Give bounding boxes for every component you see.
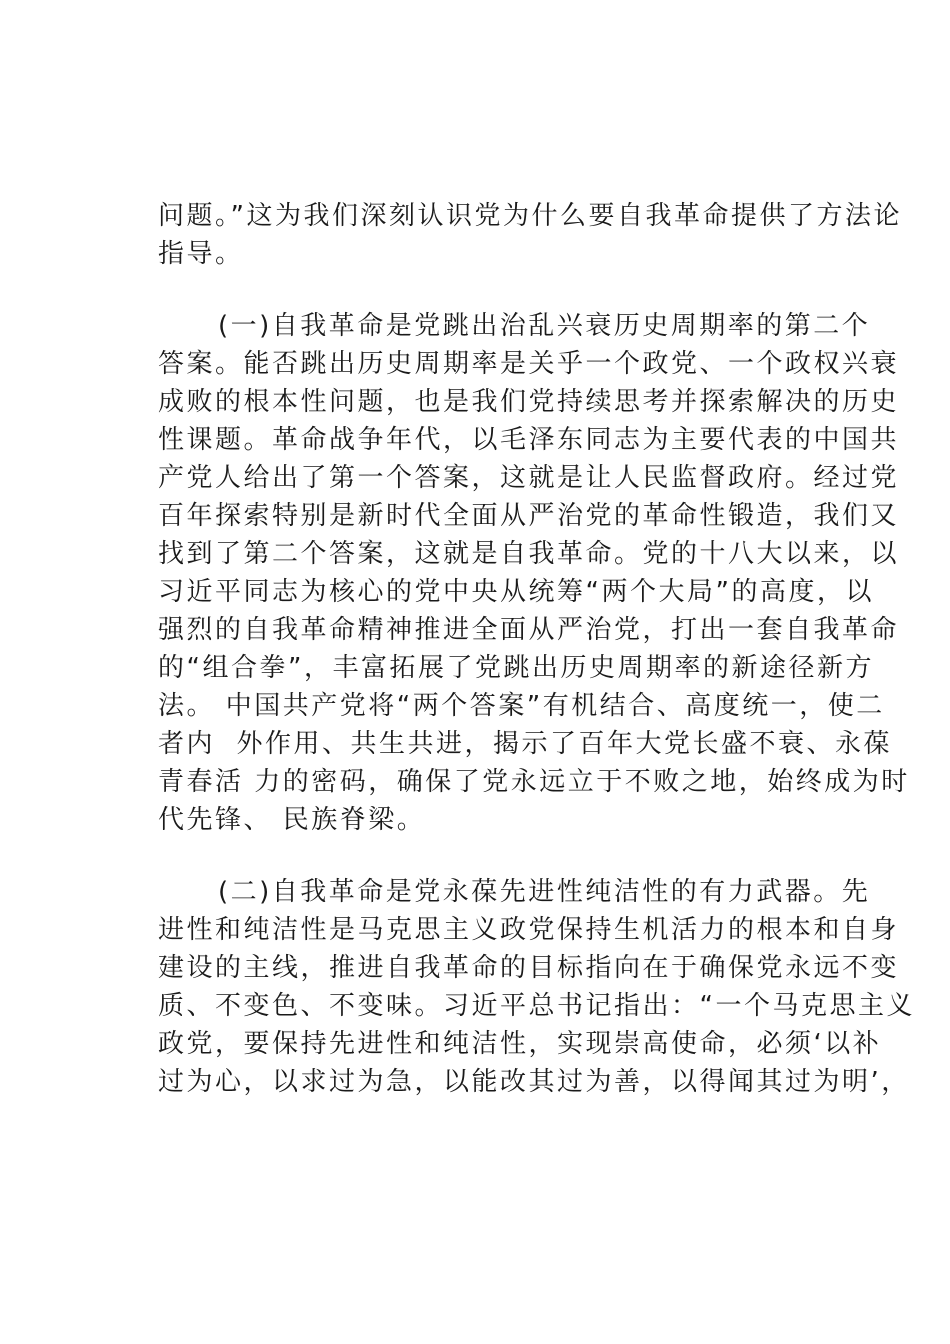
text-line: 代先锋、 民族脊梁。 [158,805,426,835]
text-line: 法。 中国共产党将“两个答案”有机结合、高度统一，使二 [158,691,885,721]
text-line: 进性和纯洁性是马克思主义政党保持生机活力的根本和自身 [158,915,900,945]
text-line: 产党人给出了第一个答案，这就是让人民监督政府。经过党 [158,463,900,493]
text-line: 指导。 [158,239,244,269]
text-line: 问题。”这为我们深刻认识党为什么要自我革命提供了方法论 [158,201,902,231]
text-line: 过为心，以求过为急，以能改其过为善，以得闻其过为明’， [158,1067,910,1097]
paragraph-heading-1: (一)自我革命是党跳出治乱兴衰历史周期率的第二个 [218,311,871,341]
text-line: 答案。能否跳出历史周期率是关乎一个政党、一个政权兴衰 [158,349,900,379]
text-line: 成败的根本性问题，也是我们党持续思考并探索解决的历史 [158,387,900,417]
text-line: 的“组合拳”，丰富拓展了党跳出历史周期率的新途径新方 [158,653,874,683]
paragraph-heading-2: (二)自我革命是党永葆先进性纯洁性的有力武器。先 [218,877,871,907]
text-line: 强烈的自我革命精神推进全面从严治党，打出一套自我革命 [158,615,900,645]
text-line: 政党，要保持先进性和纯洁性，实现崇高使命，必须‘以补 [158,1029,882,1059]
text-line: 青春活 力的密码，确保了党永远立于不败之地，始终成为时 [158,767,910,797]
text-line: 百年探索特别是新时代全面从严治党的革命性锻造，我们又 [158,501,900,531]
text-line: 建设的主线，推进自我革命的目标指向在于确保党永远不变 [158,953,900,983]
text-line: 性课题。革命战争年代，以毛泽东同志为主要代表的中国共 [158,425,900,455]
text-line: 质、不变色、不变味。习近平总书记指出：“一个马克思主义 [158,991,915,1021]
text-line: 者内 外作用、共生共进，揭示了百年大党长盛不衰、永葆 [158,729,893,759]
text-line: 习近平同志为核心的党中央从统筹“两个大局”的高度，以 [158,577,874,607]
text-line: 找到了第二个答案，这就是自我革命。党的十八大以来，以 [158,539,900,569]
